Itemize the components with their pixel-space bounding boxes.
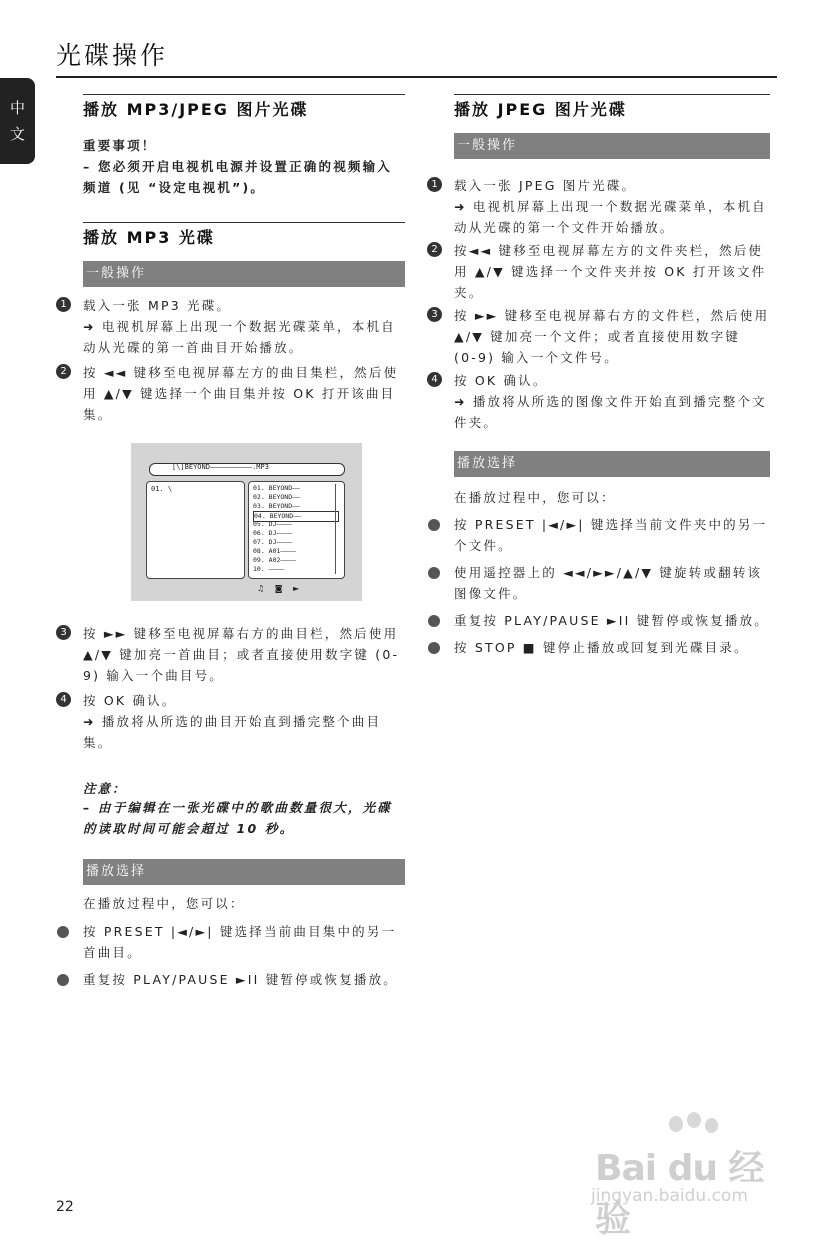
bullet-item — [83, 921, 405, 963]
step-text: 载入一张 JPEG 图片光碟。 — [454, 178, 637, 193]
important-text: – 您必须开启电视机电源并设置正确的视频输入频道 (见 “设定电视机”)。 — [83, 159, 393, 195]
language-tab — [0, 78, 35, 164]
step-item — [60, 690, 405, 753]
folder-item: 01. \ — [151, 485, 173, 493]
step-text: 载入一张 MP3 光碟。 — [83, 298, 232, 313]
page-title: 光碟操作 — [56, 41, 169, 70]
screen-path-bar — [149, 463, 345, 476]
right-column — [431, 94, 770, 658]
figure-area — [83, 425, 405, 621]
title-rule — [56, 76, 777, 78]
screen-bottom-icons: ♫ ◙ ► — [257, 584, 304, 593]
section-title-mp3-jpeg: 播放 MP3/JPEG 图片光碟 — [83, 94, 405, 127]
bullet-icon — [428, 567, 440, 579]
play-intro: 在播放过程中，您可以： — [83, 896, 245, 911]
bullet-icon — [428, 642, 440, 654]
bar-play-selection: 播放选择 — [454, 451, 770, 477]
track-row: 08. A01———— — [253, 547, 297, 555]
step-item — [60, 295, 405, 358]
track-row: 07. DJ———— — [253, 538, 293, 546]
track-row: 10. ———— — [253, 565, 285, 573]
step-number: 4 — [427, 372, 442, 387]
bullet-text: 重复按 PLAY/PAUSE ►II 键暂停或恢复播放。 — [454, 613, 769, 628]
step-text: 按 OK 确认。 — [83, 693, 177, 708]
section-title-mp3: 播放 MP3 光碟 — [83, 222, 405, 255]
step-item — [431, 305, 770, 368]
step-number: 2 — [56, 364, 71, 379]
bullet-icon — [57, 974, 69, 986]
bullet-item — [454, 562, 770, 604]
play-intro: 在播放过程中，您可以： — [454, 490, 616, 505]
track-row: 06. DJ———— — [253, 529, 293, 537]
step-text: 按 OK 确认。 — [454, 373, 548, 388]
screen-path: [\]BEYOND——————————.MP3 — [172, 463, 269, 471]
bar-general-operation: 一般操作 — [83, 261, 405, 287]
step-number: 3 — [427, 307, 442, 322]
track-row-highlighted: 04. BEYOND—— — [253, 511, 339, 522]
paw-icon — [669, 1116, 683, 1132]
bullet-icon — [428, 519, 440, 531]
step-text: 按 ◄◄ 键移至电视屏幕左方的曲目集栏，然后使用 ▲/▼ 键选择一个曲目集并按 OK 打开该曲目集。 — [83, 365, 399, 422]
important-heading: 重要事项！ — [83, 138, 157, 153]
step-result: ➜ 播放将从所选的曲目开始直到播完整个曲目集。 — [83, 714, 382, 750]
step-number: 2 — [427, 242, 442, 257]
bullet-text: 按 PRESET |◄/►| 键选择当前文件夹中的另一个文件。 — [454, 517, 768, 553]
track-row: 03. BEYOND—— — [253, 502, 300, 510]
step-text: 按◄◄ 键移至电视屏幕左方的文件夹栏，然后使用 ▲/▼ 键选择一个文件夹并按 OK 打开该文件夹。 — [454, 243, 767, 300]
step-text: 按 ►► 键移至电视屏幕右方的文件栏，然后使用 ▲/▼ 键加亮一个文件；或者直接使用数字键 (0-9) 输入一个文件号。 — [454, 308, 770, 365]
mp3-menu-screen — [131, 443, 362, 601]
step-number: 3 — [56, 625, 71, 640]
step-text: 按 ►► 键移至电视屏幕右方的曲目栏，然后使用 ▲/▼ 键加亮一首曲目；或者直接使用数字键 (0-9) 输入一个曲目号。 — [83, 626, 400, 683]
step-item — [60, 623, 405, 686]
step-result: ➜ 电视机屏幕上出现一个数据光碟菜单，本机自动从光碟的第一个文件开始播放。 — [454, 199, 767, 235]
step-number: 4 — [56, 692, 71, 707]
bullet-icon — [428, 615, 440, 627]
language-tab-char: 文 — [9, 125, 25, 143]
bullet-item — [454, 637, 770, 658]
bullet-item — [83, 969, 405, 990]
step-item — [60, 362, 405, 425]
bullet-icon — [57, 926, 69, 938]
bullet-text: 按 STOP ■ 键停止播放或回复到光碟目录。 — [454, 640, 749, 655]
step-item — [431, 370, 770, 433]
left-column — [60, 94, 405, 990]
watermark — [585, 1110, 785, 1240]
bullet-text: 使用遥控器上的 ◄◄/►►/▲/▼ 键旋转或翻转该 图像文件。 — [454, 565, 763, 601]
step-number: 1 — [56, 297, 71, 312]
watermark-logo: Bai du 经验 — [595, 1148, 764, 1240]
page-number: 22 — [56, 1199, 74, 1215]
track-row: 05. DJ———— — [253, 520, 293, 528]
watermark-url: jingyan.baidu.com — [591, 1186, 748, 1206]
step-item — [431, 240, 770, 303]
scrollbar — [335, 484, 342, 574]
track-row: 02. BEYOND—— — [253, 493, 300, 501]
bar-general-operation: 一般操作 — [454, 133, 770, 159]
step-number: 1 — [427, 177, 442, 192]
step-result: ➜ 电视机屏幕上出现一个数据光碟菜单，本机自动从光碟的第一首曲目开始播放。 — [83, 319, 396, 355]
track-row: 01. BEYOND—— — [253, 484, 300, 492]
track-panel — [248, 481, 345, 579]
bullet-item — [454, 610, 770, 631]
bullet-item — [454, 514, 770, 556]
bullet-text: 按 PRESET |◄/►| 键选择当前曲目集中的另一首曲目。 — [83, 924, 397, 960]
folder-panel — [146, 481, 245, 579]
bar-play-selection: 播放选择 — [83, 859, 405, 885]
step-item — [431, 175, 770, 238]
track-row: 09. A02———— — [253, 556, 297, 564]
bullet-text: 重复按 PLAY/PAUSE ►II 键暂停或恢复播放。 — [83, 972, 398, 987]
section-title-jpeg: 播放 JPEG 图片光碟 — [454, 94, 770, 127]
language-tab-char: 中 — [9, 99, 25, 117]
note-text: – 由于编辑在一张光碟中的歌曲数量很大，光碟的读取时间可能会超过 10 秒。 — [83, 800, 393, 836]
note-heading: 注意： — [83, 781, 127, 796]
step-result: ➜ 播放将从所选的图像文件开始直到播完整个文件夹。 — [454, 394, 767, 430]
